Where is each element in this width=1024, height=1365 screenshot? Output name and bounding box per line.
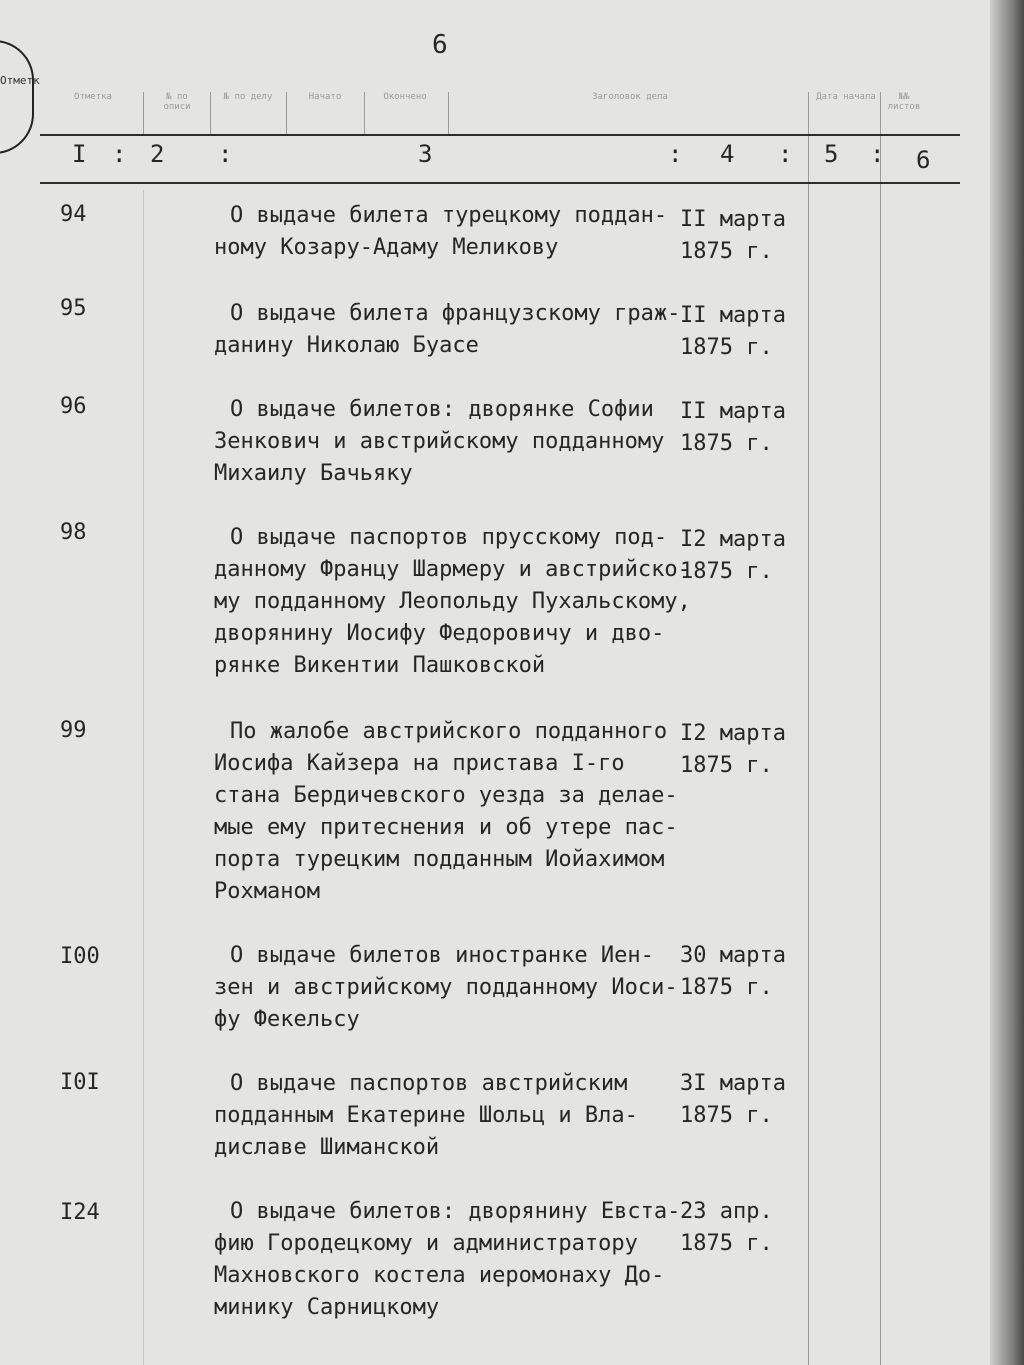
entry-date-line: 1875 г. (680, 1103, 773, 1128)
header-col-6: Заголовок дела (592, 92, 668, 102)
entry-date-line: II марта (680, 399, 786, 424)
entry-date-line: 3I марта (680, 1071, 786, 1096)
binder-label: Отметк (0, 74, 40, 87)
entry-line: По жалобе австрийского подданного (230, 719, 668, 744)
column-number: 6 (916, 146, 931, 174)
entry-line: О выдаче билета турецкому поддан- (230, 203, 668, 228)
column-separator (880, 92, 881, 1365)
entry-date (680, 718, 800, 782)
entry-line: О выдаче билета французскому граж- (230, 301, 681, 326)
entry-line: минику Сарницкому (214, 1295, 440, 1320)
entry-line: О выдаче паспортов прусскому под- (230, 525, 668, 550)
column-number: 4 (720, 140, 735, 168)
header-top-rule (40, 134, 960, 136)
page-number: 6 (432, 30, 448, 60)
binder-ring-mark (0, 40, 34, 154)
entry-date-line: II марта (680, 207, 786, 232)
column-number: 2 (150, 140, 165, 168)
entry-number: 96 (60, 394, 87, 419)
entry-title (214, 1068, 684, 1164)
entry-date (680, 940, 800, 1004)
column-separator-colon: : (218, 140, 233, 168)
header-col-7: Дата начала (816, 92, 876, 102)
entry-date (680, 300, 800, 364)
column-separator-colon: : (778, 140, 793, 168)
entry-line: О выдаче билетов: дворянину Евста- (230, 1199, 681, 1224)
column-separator (143, 190, 144, 1365)
entry-date-line: I2 марта (680, 721, 786, 746)
entry-number: 94 (60, 202, 87, 227)
entry-date (680, 524, 800, 588)
entry-line: подданным Екатерине Шольц и Вла- (214, 1103, 638, 1128)
entry-line: Михаилу Бачьяку (214, 461, 413, 486)
entry-date-line: 1875 г. (680, 1231, 773, 1256)
entry-line: О выдаче билетов иностранке Иен- (230, 943, 654, 968)
entry-title (214, 522, 691, 682)
entry-line: фу Фекельсу (214, 1007, 360, 1032)
entry-line: фию Городецкому и администратору (214, 1231, 638, 1256)
entry-line: мые ему притеснения и об утере пас- (214, 815, 678, 840)
entry-line: Зенкович и австрийскому подданному (214, 429, 665, 454)
entry-date (680, 396, 800, 460)
entry-date-line: II марта (680, 303, 786, 328)
entry-date-line: I2 марта (680, 527, 786, 552)
entry-line: Рохманом (214, 879, 320, 904)
entry-line: данину Николаю Буасе (214, 333, 479, 358)
page-edge-shadow (990, 0, 1024, 1365)
entry-number: I00 (60, 944, 100, 969)
entry-number: 98 (60, 520, 87, 545)
entry-date (680, 1068, 800, 1132)
entry-date-line: 1875 г. (680, 335, 773, 360)
header-separator (448, 92, 449, 136)
entry-line: му подданному Леопольду Пухальскому, (214, 589, 691, 614)
entry-number: 95 (60, 296, 87, 321)
column-number: I (72, 140, 87, 168)
entry-title (214, 1196, 684, 1324)
entry-title (214, 298, 684, 362)
header-col-8: №№ листов (887, 92, 921, 112)
entry-line: Махновского костела иеромонаху До- (214, 1263, 665, 1288)
entry-line: рянке Викентии Пашковской (214, 653, 546, 678)
header-col-4: Начато (308, 92, 342, 102)
entry-line: данному Францу Шармеру и австрийско- (214, 557, 691, 582)
entry-title (214, 200, 684, 264)
header-col-5: Окончено (383, 92, 427, 102)
entry-date-line: 1875 г. (680, 975, 773, 1000)
entry-line: диславе Шиманской (214, 1135, 440, 1160)
entry-line: О выдаче паспортов австрийским (230, 1071, 628, 1096)
header-separator (286, 92, 287, 136)
entry-date (680, 204, 800, 268)
column-number: 3 (418, 140, 433, 168)
entry-line: порта турецким подданным Иойахимом (214, 847, 665, 872)
column-separator (808, 92, 809, 1365)
header-separator (364, 92, 365, 136)
entry-date (680, 1196, 800, 1260)
entry-date-line: 30 марта (680, 943, 786, 968)
entry-title (214, 716, 684, 908)
entry-title (214, 394, 684, 490)
entry-number: 99 (60, 718, 87, 743)
entry-number: I0I (60, 1070, 100, 1095)
header-separator (210, 92, 211, 136)
column-separator-colon: : (870, 140, 885, 168)
entry-title (214, 940, 684, 1036)
entry-number: I24 (60, 1200, 100, 1225)
header-col-1: Отметка (74, 92, 112, 102)
entry-line: Иосифа Кайзера на пристава I-го (214, 751, 625, 776)
entry-line: О выдаче билетов: дворянке Софии (230, 397, 654, 422)
entry-date-line: 1875 г. (680, 753, 773, 778)
header-separator (143, 92, 144, 136)
header-col-3: № по делу (223, 92, 273, 102)
entry-date-line: 23 апр. (680, 1199, 773, 1224)
column-separator-colon: : (112, 140, 127, 168)
entry-date-line: 1875 г. (680, 239, 773, 264)
entry-date-line: 1875 г. (680, 559, 773, 584)
entry-line: зен и австрийскому подданному Иоси- (214, 975, 678, 1000)
entry-line: ному Козару-Адаму Меликову (214, 235, 559, 260)
header-bottom-rule (40, 182, 960, 184)
entry-line: стана Бердичевского уезда за делае- (214, 783, 678, 808)
column-number: 5 (824, 140, 839, 168)
column-separator-colon: : (668, 140, 683, 168)
entry-date-line: 1875 г. (680, 431, 773, 456)
entry-line: дворянину Иосифу Федоровичу и дво- (214, 621, 665, 646)
header-col-2: № по описи (163, 92, 191, 112)
